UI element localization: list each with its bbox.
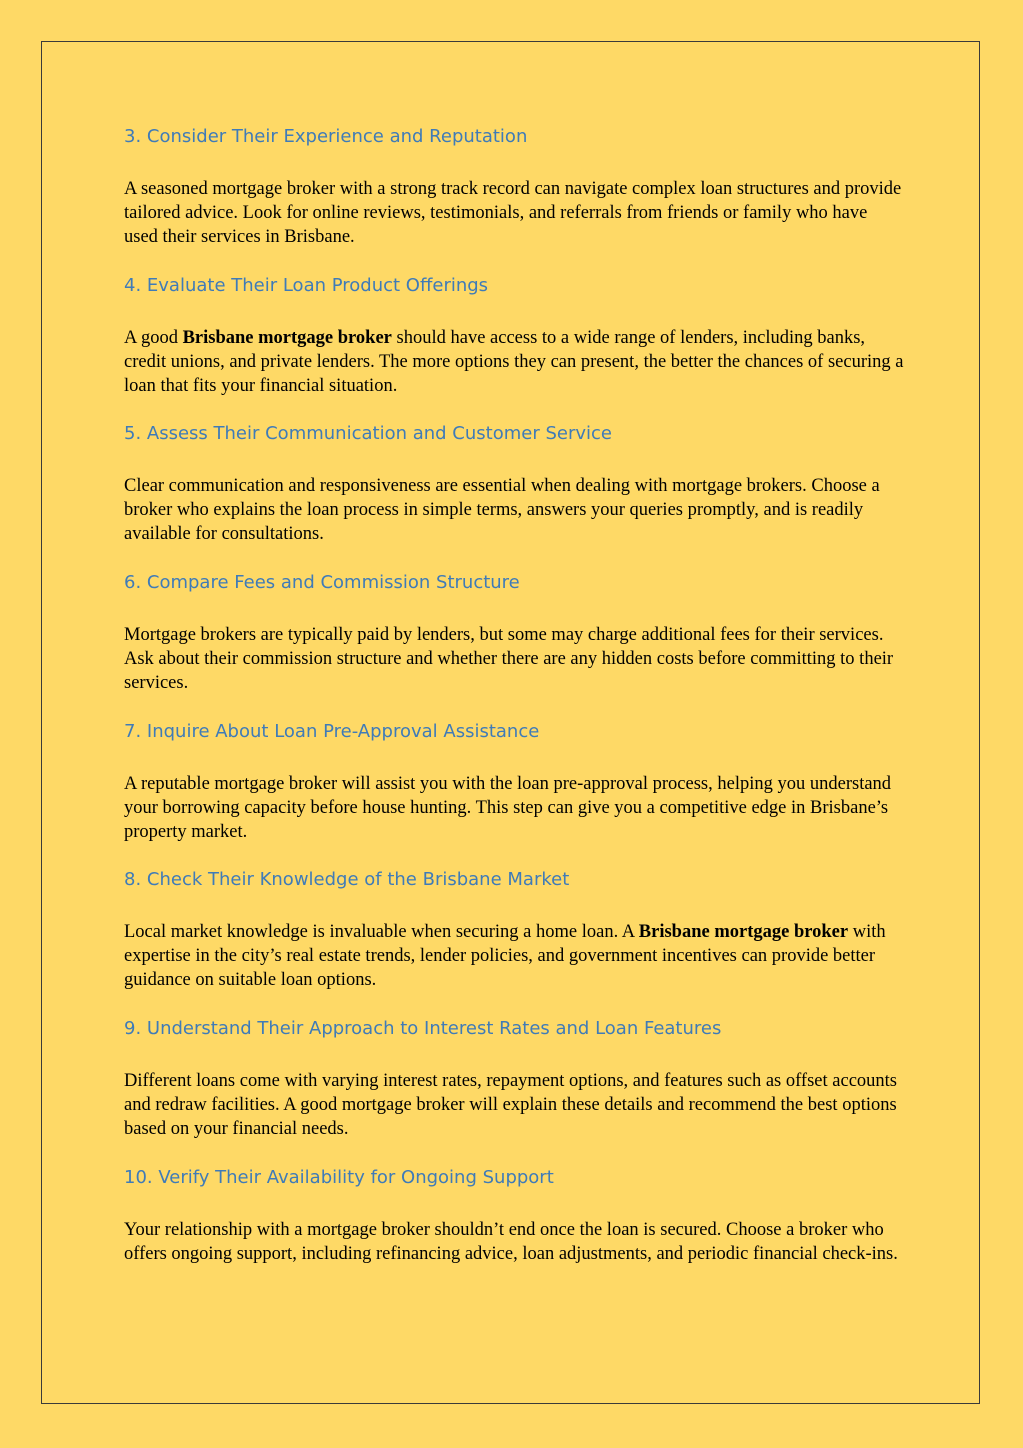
section-paragraph [124,920,904,992]
section-paragraph [124,177,904,249]
section-heading: 4. Evaluate Their Loan Product Offerings [124,274,489,296]
section-heading: 3. Consider Their Experience and Reputation [124,126,528,147]
section-paragraph [124,772,904,844]
section-heading: 6. Compare Fees and Commission Structure [124,572,520,594]
paragraph-text: A seasoned mortgage broker with a strong track record can navigate complex loan structures and provide tailored advice. Look for online reviews, testimonials, and referrals from friends or family who have used their services in Brisbane. [124,179,902,247]
section-communication-service [124,422,904,571]
section-paragraph [124,1218,904,1266]
paragraph-text: A good [124,327,183,348]
paragraph-text: Your relationship with a mortgage broker shouldn’t end once the loan is secured. Choose a broker who offers ongoing support, including refinancing advice, loan adjustments, and periodic financial check-ins. [124,1219,898,1264]
document-content [124,125,904,1315]
section-heading: 8. Check Their Knowledge of the Brisbane Market [124,869,570,891]
section-interest-rates [124,1017,904,1166]
paragraph-text: Local market knowledge is invaluable when securing a home loan. A [124,922,639,943]
section-paragraph [124,326,904,398]
section-paragraph [124,474,904,546]
paragraph-text: with expertise in the city’s real estate trends, lender policies, and government incentives can provide better guidance on suitable loan options. [124,922,886,991]
bold-keyword: Brisbane mortgage broker [182,327,392,348]
paragraph-text: should have access to a wide range of lenders, including banks, credit unions, and private lenders. The more options they can present, the better the chances of securing a loan that fits your financial situation. [124,327,904,396]
section-ongoing-support [124,1166,904,1315]
section-paragraph [124,1069,904,1141]
section-heading: 5. Assess Their Communication and Customer Service [124,423,612,445]
paragraph-text: Different loans come with varying interest rates, repayment options, and features such as offset accounts and redraw facilities. A good mortgage broker will explain these details and recommend the best options based on your financial needs. [124,1071,897,1140]
section-brisbane-market [124,868,904,1017]
paragraph-text: A reputable mortgage broker will assist you with the loan pre-approval process, helping you understand your borrowing capacity before house hunting. This step can give you a competitive edge in Brisbane’s property market. [124,773,892,842]
bold-keyword: Brisbane mortgage broker [638,922,849,943]
section-heading: 7. Inquire About Loan Pre-Approval Assistance [124,720,540,742]
paragraph-text: Clear communication and responsiveness are essential when dealing with mortgage brokers. Choose a broker who explains the loan process in simple terms, answers your queries promptly, and is readily available for consultations. [124,476,880,545]
section-experience-reputation [124,125,904,274]
section-heading: 10. Verify Their Availability for Ongoing Support [124,1166,554,1188]
section-heading: 9. Understand Their Approach to Interest Rates and Loan Features [124,1018,722,1040]
section-fees-commission [124,571,904,720]
section-loan-product-offerings [124,274,904,423]
section-pre-approval [124,720,904,869]
section-paragraph [124,623,904,695]
paragraph-text: Mortgage brokers are typically paid by lenders, but some may charge additional fees for their services. Ask about their commission structure and whether there are any hidden costs before committing to their services. [124,625,894,694]
